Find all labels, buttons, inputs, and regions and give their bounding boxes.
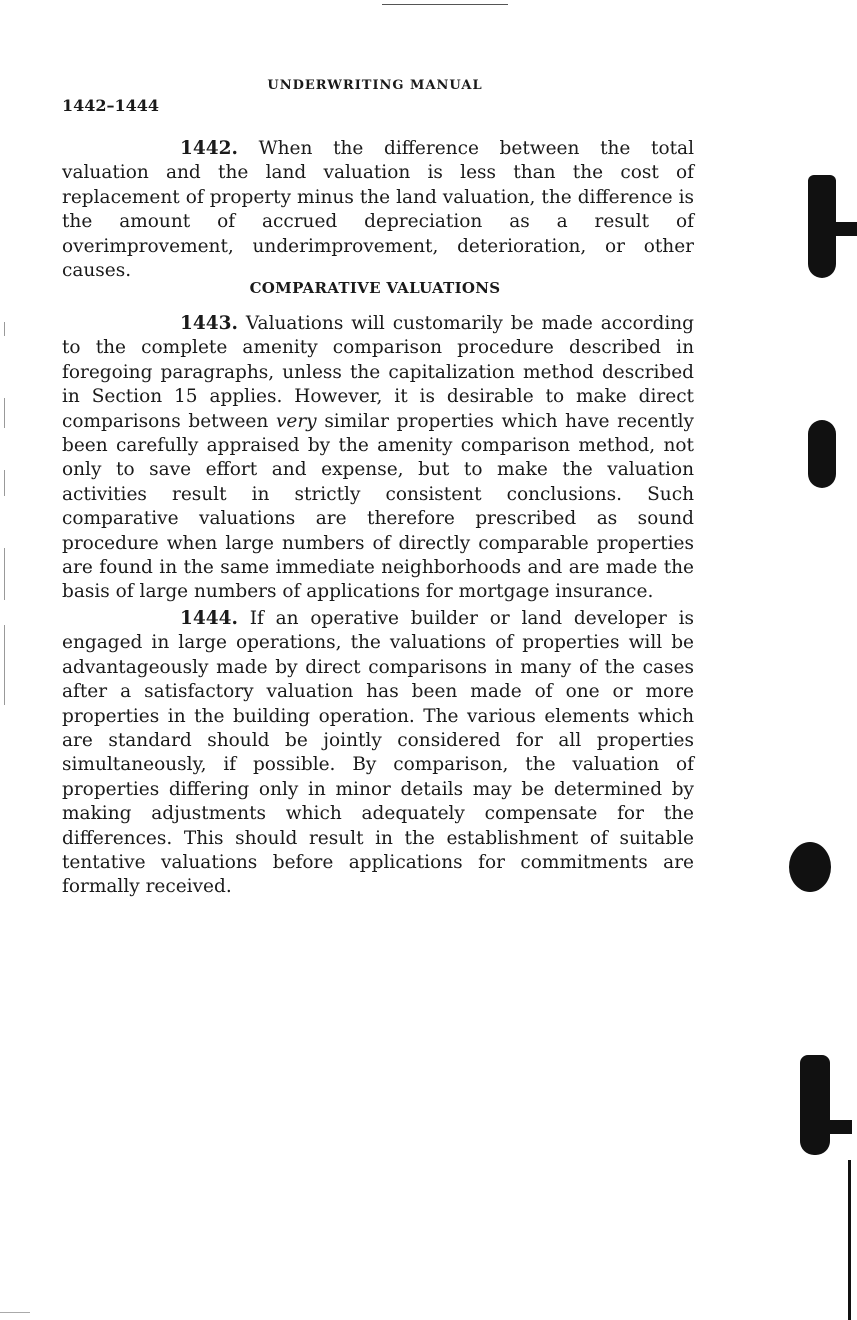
section-heading: COMPARATIVE VALUATIONS <box>249 279 501 297</box>
paragraph-number: 1442. <box>180 138 238 159</box>
margin-tick <box>0 1312 30 1313</box>
binder-tab-mark <box>800 1055 830 1155</box>
paragraph-1443 <box>62 312 694 605</box>
margin-tick <box>4 470 5 496</box>
paragraph-number: 1443. <box>180 313 238 334</box>
paragraph-text: Valuations will customarily be made according to the complete amenity comparison procedure described in foregoing paragraphs, unless the capitalization method described in Section 15 applies. However, it is desirable to make direct comparisons between <box>62 313 694 432</box>
binder-tab-mark <box>808 175 836 278</box>
edge-line <box>848 1160 851 1320</box>
paragraph-text-cont: similar properties which have recently been carefully appraised by the amenity comparison method, not only to save effort and expense, but to make the valuation activities result in strictly consistent conclusions. Such comparative valuations are therefore prescribed as sound procedure when large numbers of directly comparable properties are found in the same immediate neighborhoods and are made the basis of large numbers of applications for mortgage insurance. <box>62 410 694 603</box>
paragraph-text: If an operative builder or land developer is engaged in large operations, the valuations of properties will be advantageously made by direct comparisons in many of the cases after a satisfactory valuation has been made of one or more properties in the building operation. The various elements which are standard should be jointly considered for all properties simultaneously, if possible. By comparison, the valuation of properties differing only in minor details may be determined by making adjustments which adequately compensate for the differences. This should result in the establishment of suitable tentative valuations before applications for commitments are formally received. <box>62 608 694 898</box>
paragraph-text: When the difference between the total valuation and the land valuation is less than the cost of replacement of property minus the land valuation, the difference is the amount of accrued depreciation as a result of overimprovement, underimprovement, deterioration, or other causes. <box>62 138 694 282</box>
emphasis-text: very <box>275 410 317 432</box>
binder-tab-mark <box>828 1120 852 1134</box>
section-range: 1442–1444 <box>62 96 160 115</box>
paragraph-1442 <box>62 137 694 283</box>
binder-hole-mark <box>789 842 831 892</box>
margin-tick <box>4 322 5 336</box>
binder-tab-mark <box>834 222 857 236</box>
paragraph-number: 1444. <box>180 608 238 629</box>
margin-tick <box>4 548 5 600</box>
paragraph-1444 <box>62 607 694 900</box>
top-rule <box>382 4 508 5</box>
margin-tick <box>4 398 5 428</box>
running-head: UNDERWRITING MANUAL <box>267 78 483 93</box>
margin-tick <box>4 625 5 705</box>
binder-hole-mark <box>808 420 836 488</box>
